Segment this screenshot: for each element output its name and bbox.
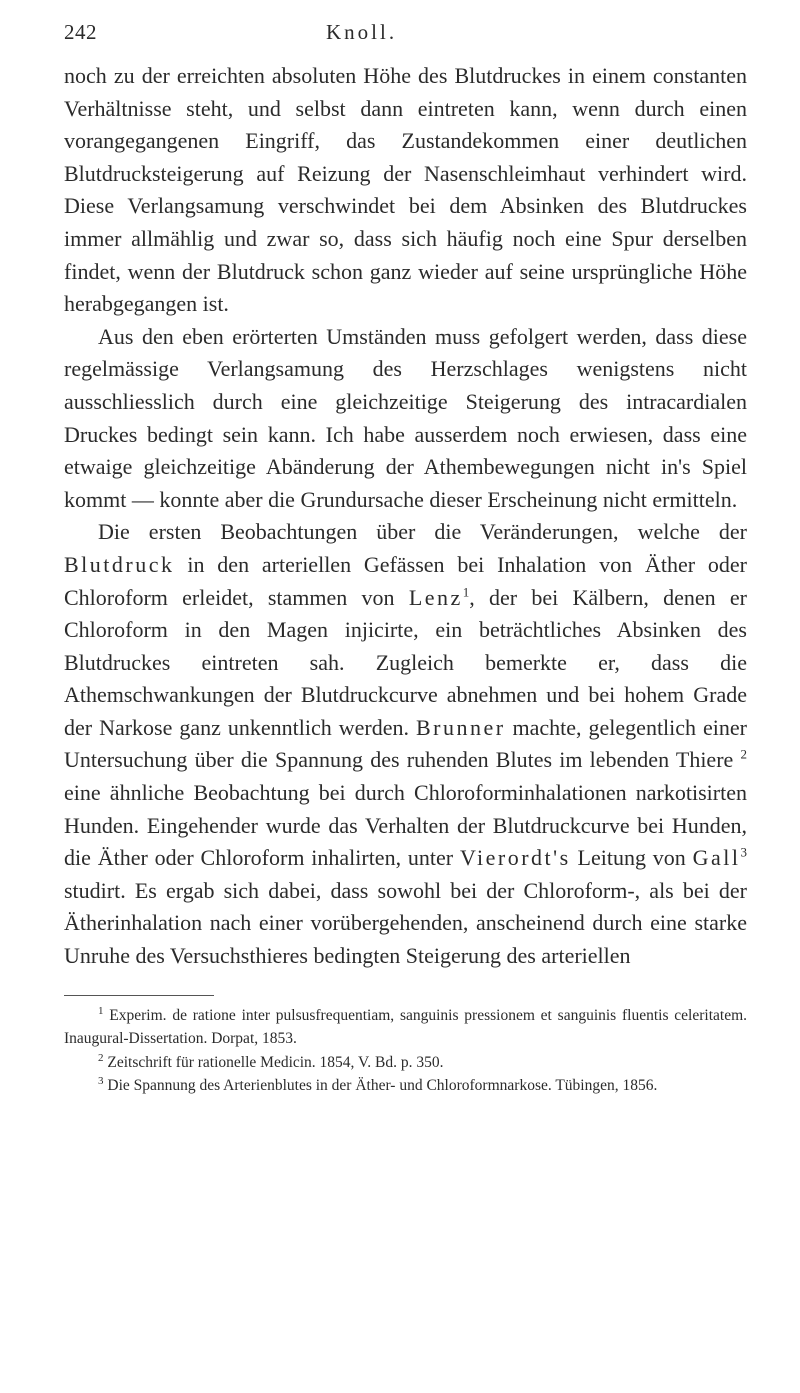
text-run: , der bei Kälbern, denen er Chloroform in den Magen injicirte, ein beträchtliches Absinken des Blutdruckes eintreten sah. Zugleich bemerkte er, dass die Athemschwankungen der Blutdruckcurve abnehmen und bei hohem Grade der Narkose ganz unkenntlich werden.: [64, 584, 748, 740]
body-text: [64, 60, 747, 973]
footnote-2: [64, 1051, 747, 1075]
author-name-lenz: Lenz: [408, 584, 463, 610]
text-run: Die ersten Beobachtungen über die Veränderungen, welche der: [98, 519, 747, 545]
footnote-divider: [64, 995, 214, 996]
page-number: 242: [64, 20, 97, 44]
running-head-author: Knoll.: [326, 20, 398, 44]
footnotes: [64, 1004, 747, 1098]
footnote-1: [64, 1004, 747, 1051]
paragraph-2: Aus den eben erörterten Umständen muss gefolgert werden, dass diese regelmässige Verlangsamung des Herzschlages wenigstens nicht ausschliesslich durch eine gleichzeitige Steigerung des intracardialen Druckes bedingt sein kann. Ich habe ausserdem noch erwiesen, dass eine etwaige gleichzeitige Abänderung der Athembewegungen nicht in's Spiel kommt — konnte aber die Grundursache dieser Erscheinung nicht ermitteln.: [64, 323, 747, 512]
book-page: [64, 20, 747, 1098]
spaced-term-blutdruck: Blutdruck: [64, 551, 175, 577]
author-name-brunner: Brunner: [415, 714, 506, 740]
footnote-text: Experim. de ratione inter pulsusfrequentiam, sanguinis pressionem et sanguinis fluentis celeritatem. Inaugural-Dissertation. Dorpat, 1853.: [64, 1006, 748, 1048]
footnote-text: Die Spannung des Arterienblutes in der Äther- und Chloroformnarkose. Tübingen, 1856.: [107, 1077, 658, 1095]
author-name-gall: Gall: [692, 845, 741, 871]
paragraph-3: [64, 516, 747, 972]
footnote-mark: 3: [98, 1074, 104, 1087]
text-run: eine ähnliche Beobachtung bei durch Chloroforminhalationen narkotisirten Hunden. Eingehender wurde das Verhalten der Blutdruckcurve bei Hunden, die Äther oder Chloroform inhalirten, unter: [64, 780, 747, 871]
text-run: studirt. Es ergab sich dabei, dass sowohl bei der Chloroform-, als bei der Ätherinhalation nach einer vorübergehenden, anscheinend durch eine starke Unruhe des Versuchsthieres bedingten Steigerung des arteriellen: [64, 877, 747, 969]
running-head: [64, 20, 747, 60]
footnote-ref-2[interactable]: 2: [740, 747, 748, 763]
author-name-vierordt: Vierordt's: [459, 845, 571, 871]
text-run: in den arteriellen Gefässen bei Inhalation von Äther oder Chloroform erleidet, stammen von: [64, 551, 747, 610]
footnote-3: [64, 1074, 747, 1098]
text-run: machte, gelegentlich einer Untersuchung über die Spannung des ruhenden Blutes im lebenden Thiere: [64, 714, 747, 773]
footnote-mark: 1: [98, 1004, 104, 1017]
footnote-text: Zeitschrift für rationelle Medicin. 1854, V. Bd. p. 350.: [107, 1053, 444, 1071]
text-run: Leitung von: [577, 845, 686, 871]
footnote-mark: 2: [98, 1051, 104, 1064]
footnote-ref-1[interactable]: 1: [462, 584, 470, 600]
paragraph-1: noch zu der erreichten absoluten Höhe des Blutdruckes in einem constanten Verhältnisse steht, und selbst dann eintreten kann, wenn durch einen vorangegangenen Eingriff, das Zustandekommen einer deutlichen Blutdrucksteigerung auf Reizung der Nasenschleimhaut verhindert wird. Diese Verlangsamung verschwindet bei dem Absinken des Blutdruckes immer allmählig und zwar so, dass sich häufig noch eine Spur derselben findet, wenn der Blutdruck schon ganz wieder auf seine ursprüngliche Höhe herabgegangen ist.: [64, 63, 747, 317]
footnote-ref-3[interactable]: 3: [740, 844, 748, 860]
